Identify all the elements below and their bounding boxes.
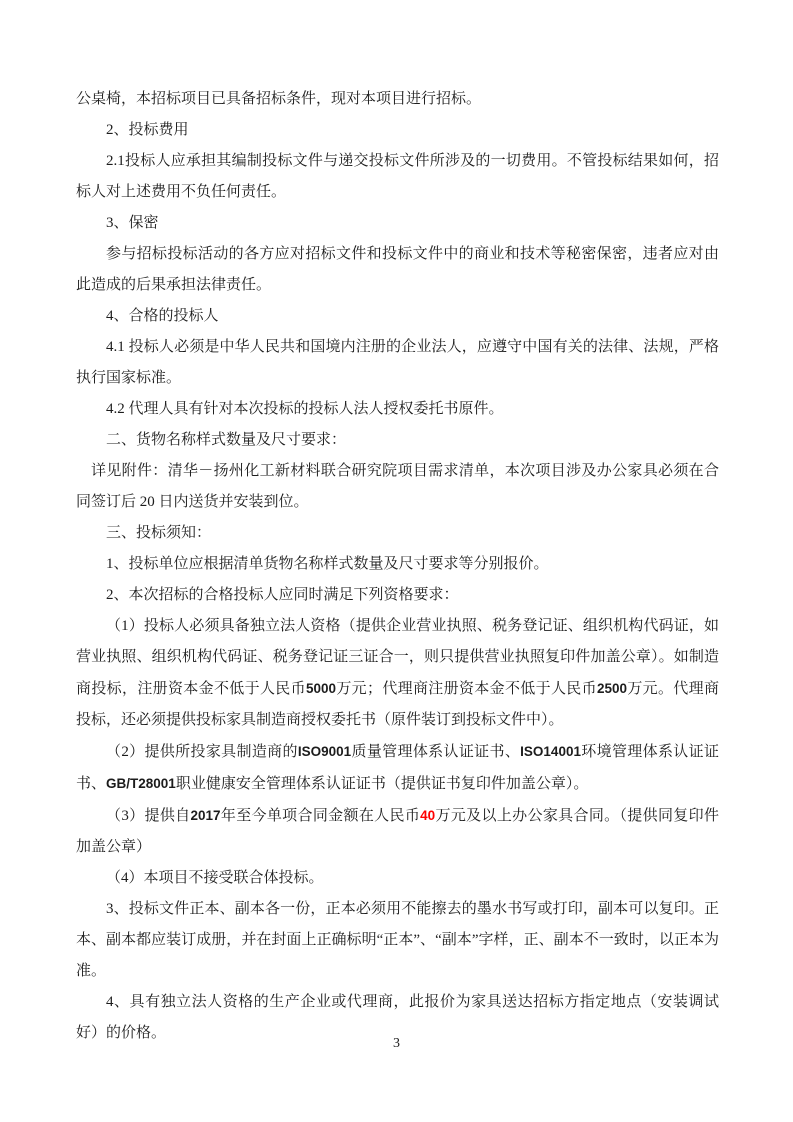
text-segment: （3）提供自	[106, 808, 191, 824]
document-body	[76, 84, 719, 1049]
highlighted-text-segment: 40	[420, 808, 436, 823]
text-segment: 万元。代理商投标，还必须提供投标家具制造商授权委托书（原件装订到投标文件中）。	[76, 681, 719, 728]
paragraph-8	[76, 394, 719, 425]
paragraph-17	[76, 863, 719, 894]
latin-text-segment: 2017	[190, 808, 221, 823]
text-segment: 2、本次招标的合格投标人应同时满足下列资格要求：	[106, 587, 459, 603]
paragraph-15	[76, 736, 719, 800]
text-segment: 3、投标文件正本、副本各一份，正本必须用不能擦去的墨水书写或打印，副本可以复印。正本、副本都应装订成册，并在封面上正确标明“正本”、“副本”字样，正、副本不一致时，以正本为准。	[76, 901, 719, 979]
paragraph-18	[76, 894, 719, 987]
text-segment: 详见附件：清华－扬州化工新材料联合研究院项目需求清单，本次项目涉及办公家具必须在合同签订后 20 日内送货并安装到位。	[76, 463, 719, 510]
paragraph-13	[76, 580, 719, 611]
latin-text-segment: 5000	[305, 681, 336, 696]
text-segment: 4、具有独立法人资格的生产企业或代理商，此报价为家具送达招标方指定地点（安装调试好）的价格。	[76, 994, 719, 1041]
text-segment: 职业健康安全管理体系认证证书（提供证书复印件加盖公章）。	[175, 776, 589, 792]
paragraph-5	[76, 239, 719, 301]
text-segment: 年至今单项合同金额在人民币	[220, 808, 421, 824]
text-segment: 2.1投标人应承担其编制投标文件与递交投标文件所涉及的一切费用。不管投标结果如何，招标人对上述费用不负任何责任。	[76, 153, 719, 200]
text-segment: 三、投标须知：	[106, 525, 212, 541]
paragraph-6	[76, 301, 719, 332]
paragraph-9	[76, 425, 719, 456]
paragraph-1	[76, 84, 719, 115]
page-number: 3	[393, 1036, 400, 1051]
latin-text-segment: ISO14001	[520, 744, 581, 759]
text-segment: 参与招标投标活动的各方应对招标文件和投标文件中的商业和技术等秘密保密，违者应对由此造成的后果承担法律责任。	[76, 246, 719, 293]
paragraph-11	[76, 518, 719, 549]
paragraph-12	[76, 549, 719, 580]
latin-text-segment: ISO9001	[297, 744, 352, 759]
text-segment: 万元；代理商注册资本金不低于人民币	[336, 681, 597, 697]
text-segment: 二、货物名称样式数量及尺寸要求：	[106, 432, 347, 448]
text-segment: 质量管理体系认证证书、	[351, 744, 521, 760]
text-segment: （1）投标人必须具备独立法人资格（提供企业营业执照、税务登记证、组织机构代码证，如营业执照、组织机构代码证、税务登记证三证合一，则只提供营业执照复印件加盖公章）。如制造商投标，注册资本金不低于人民币	[76, 618, 719, 697]
text-segment: 4.2 代理人具有针对本次投标的投标人法人授权委托书原件。	[106, 401, 504, 417]
paragraph-3	[76, 146, 719, 208]
paragraph-4	[76, 208, 719, 239]
text-segment: 环境管理体系认证证书、	[76, 744, 719, 792]
text-segment: 2、投标费用	[106, 122, 189, 138]
paragraph-14	[76, 611, 719, 736]
page-footer	[0, 1034, 793, 1054]
text-segment: （4）本项目不接受联合体投标。	[106, 870, 324, 886]
text-segment: 4、合格的投标人	[106, 308, 219, 324]
text-segment: 公桌椅，本招标项目已具备招标条件，现对本项目进行招标。	[76, 91, 482, 107]
text-segment: 3、保密	[106, 215, 159, 231]
paragraph-10	[76, 456, 719, 518]
text-segment: 1、投标单位应根据清单货物名称样式数量及尺寸要求等分别报价。	[106, 556, 549, 572]
paragraph-2	[76, 115, 719, 146]
text-segment: 万元及以上办公家具合同。（提供同复印件加盖公章）	[76, 808, 719, 855]
latin-text-segment: GB/T28001	[106, 776, 176, 791]
text-segment: （2）提供所投家具制造商的	[106, 744, 298, 760]
text-segment: 4.1 投标人必须是中华人民共和国境内注册的企业法人，应遵守中国有关的法律、法规，严格执行国家标准。	[76, 339, 719, 386]
latin-text-segment: 2500	[596, 681, 627, 696]
paragraph-7	[76, 332, 719, 394]
paragraph-16	[76, 800, 719, 863]
